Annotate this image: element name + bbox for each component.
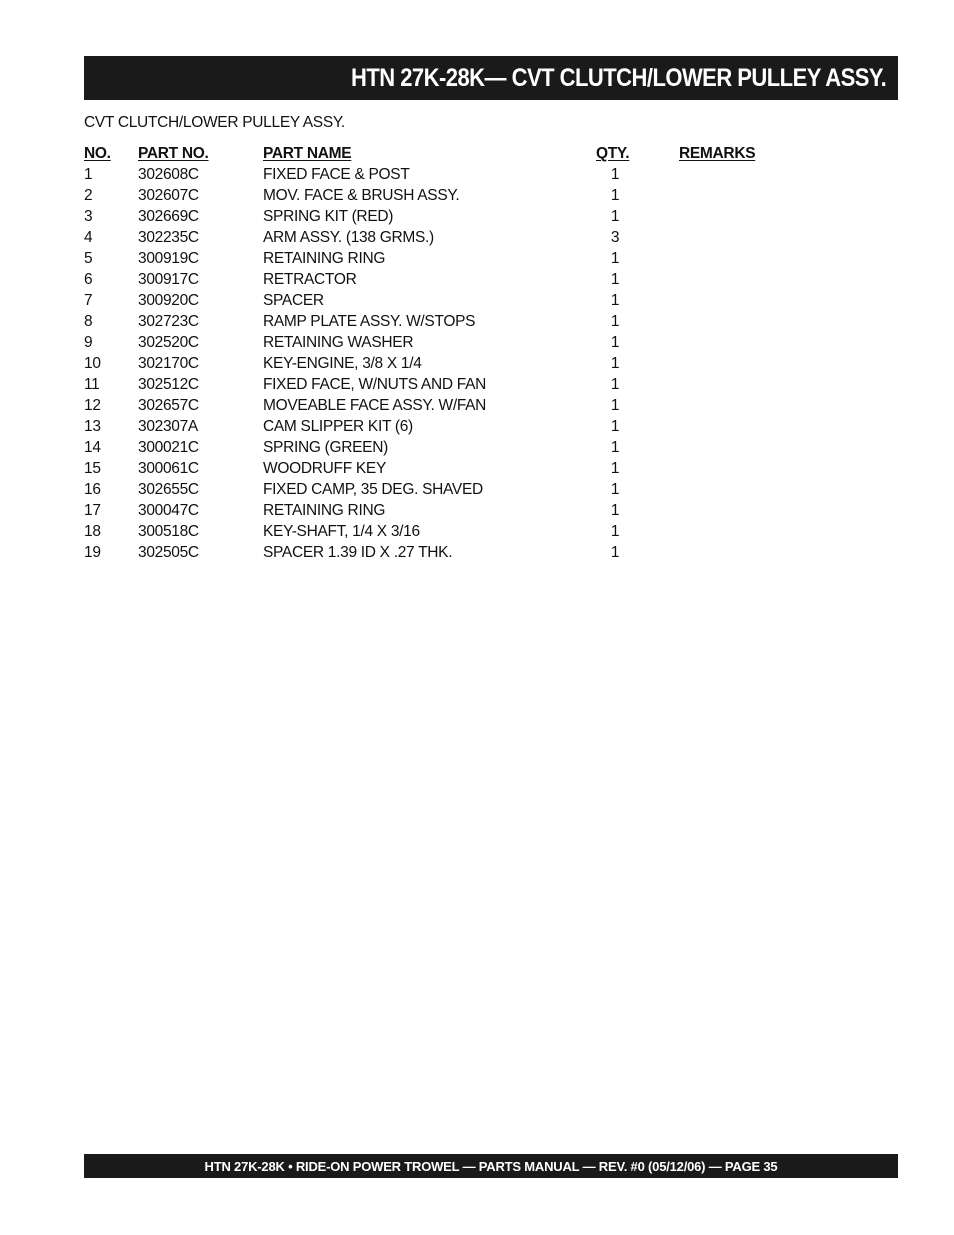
table-row [84,479,784,500]
row-part-no: 302170C [138,355,199,372]
row-part-name: SPRING KIT (RED) [263,208,394,225]
row-part-name: RETRACTOR [263,271,357,288]
row-qty: 1 [610,271,620,288]
row-part-name: WOODRUFF KEY [263,460,386,477]
section-title: CVT CLUTCH/LOWER PULLEY ASSY. [84,114,345,131]
table-row [84,395,784,416]
row-part-name: FIXED FACE & POST [263,166,410,183]
row-part-name: KEY-ENGINE, 3/8 X 1/4 [263,355,422,372]
page-footer-bar [84,1154,898,1178]
row-part-name: MOV. FACE & BRUSH ASSY. [263,187,460,204]
row-qty: 1 [610,250,620,267]
row-part-name: SPRING (GREEN) [263,439,388,456]
row-no: 2 [84,187,93,204]
row-part-no: 300518C [138,523,199,540]
row-part-no: 300047C [138,502,199,519]
row-no: 4 [84,229,93,246]
row-part-no: 302512C [138,376,199,393]
row-qty: 1 [610,397,620,414]
row-part-no: 300917C [138,271,199,288]
row-qty: 1 [610,334,620,351]
row-part-no: 302520C [138,334,199,351]
row-no: 1 [84,166,93,183]
row-no: 17 [84,502,101,519]
table-row [84,332,784,353]
row-qty: 1 [610,208,620,225]
row-part-name: RETAINING RING [263,502,386,519]
row-part-no: 300919C [138,250,199,267]
row-qty: 3 [610,229,620,246]
parts-table [84,143,784,563]
row-qty: 1 [610,313,620,330]
row-qty: 1 [610,292,620,309]
row-qty: 1 [610,418,620,435]
row-no: 15 [84,460,101,477]
column-header-part-no: PART NO. [138,145,209,162]
row-qty: 1 [610,481,620,498]
table-row [84,269,784,290]
table-row [84,416,784,437]
row-qty: 1 [610,355,620,372]
table-row [84,227,784,248]
row-part-no: 302505C [138,544,199,561]
row-no: 9 [84,334,93,351]
row-no: 12 [84,397,101,414]
row-part-name: MOVEABLE FACE ASSY. W/FAN [263,397,487,414]
row-part-name: RETAINING RING [263,250,386,267]
row-part-no: 302608C [138,166,199,183]
row-part-no: 300021C [138,439,199,456]
row-part-no: 302607C [138,187,199,204]
row-part-no: 302655C [138,481,199,498]
row-part-no: 300920C [138,292,199,309]
table-row [84,542,784,563]
table-row [84,458,784,479]
row-qty: 1 [610,523,620,540]
row-qty: 1 [610,544,620,561]
row-part-name: FIXED FACE, W/NUTS AND FAN [263,376,487,393]
row-no: 13 [84,418,101,435]
row-no: 19 [84,544,101,561]
row-part-name: FIXED CAMP, 35 DEG. SHAVED [263,481,483,498]
table-header-row [84,143,784,164]
table-row [84,206,784,227]
table-row [84,374,784,395]
row-part-no: 302657C [138,397,199,414]
column-header-no: NO. [84,145,111,162]
row-part-name: KEY-SHAFT, 1/4 X 3/16 [263,523,420,540]
row-no: 6 [84,271,93,288]
row-no: 14 [84,439,101,456]
row-part-name: RAMP PLATE ASSY. W/STOPS [263,313,476,330]
row-no: 5 [84,250,93,267]
row-part-name: SPACER [263,292,324,309]
row-qty: 1 [610,187,620,204]
row-qty: 1 [610,502,620,519]
row-no: 16 [84,481,101,498]
row-qty: 1 [610,166,620,183]
row-part-no: 302307A [138,418,198,435]
page-footer: HTN 27K-28K • RIDE-ON POWER TROWEL — PARTS MANUAL — REV. #0 (05/12/06) — PAGE 35 [204,1158,778,1174]
row-no: 18 [84,523,101,540]
row-part-name: ARM ASSY. (138 GRMS.) [263,229,434,246]
row-part-name: SPACER 1.39 ID X .27 THK. [263,544,453,561]
row-no: 3 [84,208,93,225]
table-row [84,164,784,185]
table-row [84,521,784,542]
page-title-bar [84,56,898,100]
row-part-no: 302723C [138,313,199,330]
column-header-remarks: REMARKS [679,145,756,162]
row-qty: 1 [610,376,620,393]
row-part-no: 302669C [138,208,199,225]
row-no: 7 [84,292,93,309]
row-part-no: 300061C [138,460,199,477]
table-row [84,185,784,206]
row-part-no: 302235C [138,229,199,246]
table-row [84,290,784,311]
row-no: 8 [84,313,93,330]
row-part-name: RETAINING WASHER [263,334,414,351]
table-row [84,500,784,521]
table-row [84,248,784,269]
row-no: 11 [84,376,100,393]
table-body [84,164,784,563]
row-qty: 1 [610,460,620,477]
table-row [84,353,784,374]
row-no: 10 [84,355,101,372]
column-header-qty: QTY. [596,145,630,162]
table-row [84,311,784,332]
page-title: HTN 27K-28K— CVT CLUTCH/LOWER PULLEY ASSY. [350,63,886,92]
column-header-part-name: PART NAME [263,145,352,162]
table-row [84,437,784,458]
row-qty: 1 [610,439,620,456]
row-part-name: CAM SLIPPER KIT (6) [263,418,413,435]
